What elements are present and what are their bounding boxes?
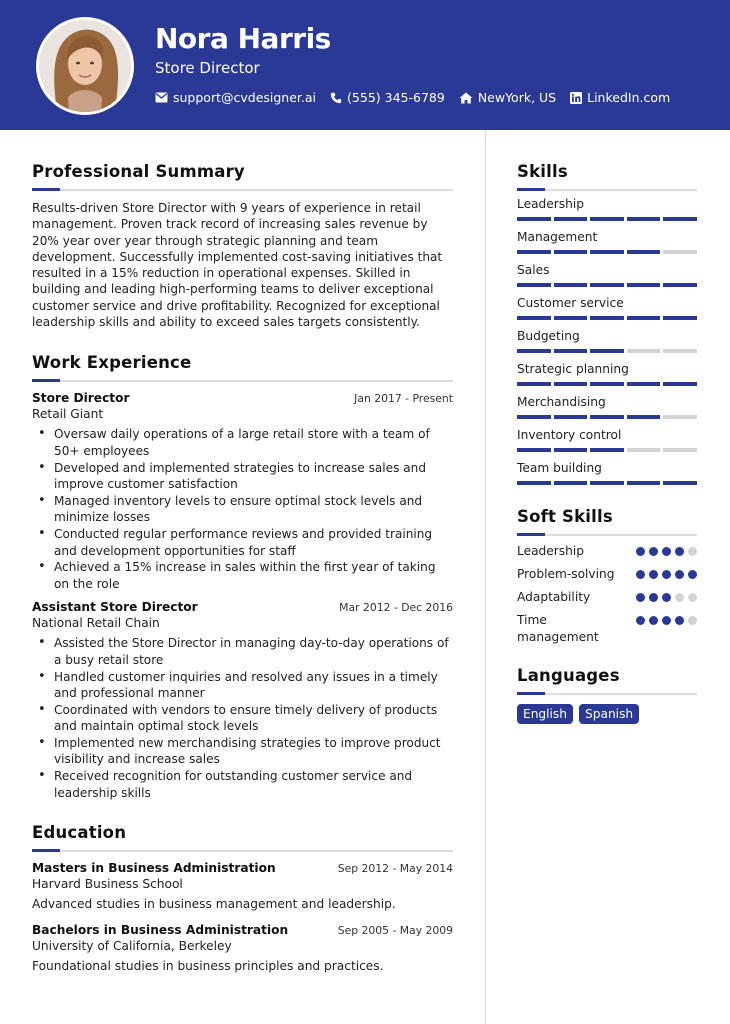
skill-level-bar — [517, 217, 697, 221]
skill-level-segment — [627, 250, 661, 254]
rating-dot — [649, 570, 658, 579]
skill-label: Management — [517, 230, 598, 244]
skill-level-segment — [554, 283, 588, 287]
rating-dot — [662, 593, 671, 602]
skill-item — [517, 230, 697, 254]
skill-level-segment — [517, 283, 551, 287]
rating-dot — [675, 593, 684, 602]
skill-item — [517, 263, 697, 287]
section-rule — [32, 189, 453, 191]
soft-skill-label: Problem-solving — [517, 567, 615, 581]
rating-dot — [675, 570, 684, 579]
skill-level-segment — [590, 415, 624, 419]
skill-level-segment — [554, 481, 588, 485]
degree-title: Masters in Business Administration — [32, 861, 276, 876]
skill-level-segment — [517, 415, 551, 419]
job-date: Jan 2017 - Present — [354, 392, 453, 406]
section-rule — [32, 380, 453, 382]
bullet-item: • Achieved a 15% increase in sales within the first year of taking on the role — [38, 559, 453, 592]
rating-dot — [636, 547, 645, 556]
skill-level-segment — [590, 481, 624, 485]
skill-level-segment — [554, 415, 588, 419]
skill-level-segment — [554, 349, 588, 353]
bullet-item: • Conducted regular performance reviews and provided training and development opportunities for staff — [38, 526, 453, 559]
skill-level-segment — [590, 217, 624, 221]
skill-level-segment — [517, 250, 551, 254]
languages-list — [517, 704, 697, 724]
skill-label: Merchandising — [517, 395, 606, 409]
skill-label: Budgeting — [517, 329, 580, 343]
education-description: Advanced studies in business management and leadership. — [32, 897, 396, 912]
education-entry — [32, 923, 453, 973]
skill-label: Sales — [517, 263, 550, 277]
skill-item — [517, 329, 697, 353]
skill-label: Strategic planning — [517, 362, 629, 376]
degree-title: Bachelors in Business Administration — [32, 923, 289, 938]
skill-level-segment — [590, 349, 624, 353]
section-title-skills: Skills — [517, 162, 568, 181]
skill-level-segment — [627, 349, 661, 353]
job-bullets — [38, 635, 453, 801]
soft-skill-rating — [636, 570, 697, 579]
skill-level-segment — [627, 283, 661, 287]
skill-level-segment — [663, 481, 697, 485]
soft-skill-label: Time management — [517, 613, 599, 644]
contact-linkedin[interactable] — [570, 90, 670, 105]
skill-level-segment — [590, 382, 624, 386]
skill-level-segment — [517, 349, 551, 353]
education-date: Sep 2012 - May 2014 — [337, 862, 453, 876]
home-icon — [459, 92, 473, 104]
job-entry — [32, 600, 453, 801]
rating-dot — [675, 547, 684, 556]
rating-dot — [636, 616, 645, 625]
bullet-item: • Implemented new merchandising strategies to improve product visibility and increase sales — [38, 735, 453, 768]
languages-section — [517, 666, 697, 724]
linkedin-icon — [570, 92, 582, 104]
rating-dot — [649, 593, 658, 602]
school-name: University of California, Berkeley — [32, 939, 232, 954]
job-title: Assistant Store Director — [32, 600, 198, 615]
skill-level-segment — [627, 448, 661, 452]
bullet-item: • Developed and implemented strategies to increase sales and improve customer satisfaction — [38, 460, 453, 493]
phone-icon — [330, 92, 342, 104]
language-tag: English — [517, 704, 573, 724]
summary-text: Results-driven Store Director with 9 years of experience in retail management. Proven track record of increasing sales revenue by 20% year over year through strategic planning and team development. Successfully implemented cost-saving initiatives that resulted in a 15% reduction in operational expenses. Skilled in building and leading high-performing teams to deliver exceptional customer service and drive profitability. Recognized for exceptional leadership skills and ability to exceed sales targets consistently. — [32, 201, 443, 330]
section-title-languages: Languages — [517, 666, 620, 685]
phone-text: (555) 345-6789 — [347, 90, 445, 105]
contact-email[interactable] — [155, 90, 316, 105]
skill-level-segment — [663, 448, 697, 452]
section-title-soft-skills: Soft Skills — [517, 507, 613, 526]
rating-dot — [649, 547, 658, 556]
sidebar-column — [517, 162, 697, 724]
skill-level-segment — [663, 415, 697, 419]
education-date: Sep 2005 - May 2009 — [337, 924, 453, 938]
skill-level-segment — [554, 217, 588, 221]
job-bullets — [38, 426, 453, 592]
bullet-item: • Handled customer inquiries and resolved any issues in a timely and professional manner — [38, 669, 453, 702]
skills-list — [517, 197, 697, 485]
bullet-item: • Assisted the Store Director in managing day-to-day operations of a busy retail store — [38, 635, 453, 668]
skill-level-segment — [627, 217, 661, 221]
rating-dot — [675, 616, 684, 625]
summary-section — [32, 162, 453, 330]
job-company: Retail Giant — [32, 407, 104, 422]
rating-dot — [636, 570, 645, 579]
skill-level-segment — [627, 481, 661, 485]
soft-skill-label: Adaptability — [517, 590, 591, 604]
bullet-item: • Oversaw daily operations of a large retail store with a team of 50+ employees — [38, 426, 453, 459]
bullet-item: • Received recognition for outstanding customer service and leadership skills — [38, 768, 453, 801]
skill-label: Inventory control — [517, 428, 622, 442]
school-name: Harvard Business School — [32, 877, 183, 892]
education-entry — [32, 861, 453, 911]
skill-item — [517, 428, 697, 452]
skill-level-segment — [554, 316, 588, 320]
rating-dot — [662, 570, 671, 579]
rating-dot — [649, 616, 658, 625]
skill-item — [517, 461, 697, 485]
skill-level-bar — [517, 349, 697, 353]
location-text: NewYork, US — [477, 90, 557, 105]
experience-section — [32, 353, 453, 801]
skill-level-segment — [517, 217, 551, 221]
soft-skills-list — [517, 543, 697, 646]
soft-skills-section — [517, 507, 697, 646]
skill-item — [517, 197, 697, 221]
skill-level-bar — [517, 316, 697, 320]
rating-dot — [688, 616, 697, 625]
contact-location — [459, 90, 556, 105]
skill-level-segment — [517, 481, 551, 485]
skill-level-segment — [663, 250, 697, 254]
job-title: Store Director — [32, 391, 130, 406]
education-section — [32, 823, 453, 973]
skill-label: Customer service — [517, 296, 624, 310]
soft-skill-rating — [636, 547, 697, 556]
job-company: National Retail Chain — [32, 616, 160, 631]
section-rule — [517, 534, 697, 536]
education-description: Foundational studies in business principles and practices. — [32, 959, 384, 974]
skill-level-segment — [627, 382, 661, 386]
candidate-name: Nora Harris — [155, 22, 331, 55]
soft-skill-rating — [636, 593, 697, 602]
skill-level-segment — [663, 217, 697, 221]
soft-skill-item — [517, 589, 697, 606]
skill-level-segment — [590, 283, 624, 287]
skill-label: Team building — [517, 461, 602, 475]
skill-level-bar — [517, 382, 697, 386]
section-rule — [517, 189, 697, 191]
skill-level-segment — [627, 415, 661, 419]
section-rule — [32, 850, 453, 852]
skill-level-segment — [663, 316, 697, 320]
candidate-title: Store Director — [155, 59, 260, 77]
job-date: Mar 2012 - Dec 2016 — [339, 601, 453, 615]
skills-section — [517, 162, 697, 485]
column-divider — [485, 130, 486, 1024]
profile-photo — [36, 17, 134, 115]
rating-dot — [688, 547, 697, 556]
section-rule — [517, 693, 697, 695]
rating-dot — [688, 570, 697, 579]
email-text: support@cvdesigner.ai — [173, 90, 317, 105]
skill-level-bar — [517, 481, 697, 485]
skill-level-segment — [663, 349, 697, 353]
job-entry — [32, 391, 453, 592]
skill-level-segment — [517, 448, 551, 452]
skill-level-bar — [517, 250, 697, 254]
soft-skill-item — [517, 543, 697, 560]
skill-level-bar — [517, 448, 697, 452]
rating-dot — [636, 593, 645, 602]
bullet-item: • Managed inventory levels to ensure optimal stock levels and minimize losses — [38, 493, 453, 526]
skill-level-segment — [590, 250, 624, 254]
bullet-item: • Coordinated with vendors to ensure timely delivery of products and maintain optimal stock levels — [38, 702, 453, 735]
skill-level-segment — [517, 382, 551, 386]
skill-level-bar — [517, 415, 697, 419]
skill-level-segment — [554, 250, 588, 254]
skill-level-segment — [554, 382, 588, 386]
linkedin-text: LinkedIn.com — [587, 90, 671, 105]
skill-level-segment — [627, 316, 661, 320]
skill-level-segment — [663, 382, 697, 386]
rating-dot — [662, 547, 671, 556]
skill-item — [517, 395, 697, 419]
rating-dot — [662, 616, 671, 625]
contact-list — [155, 90, 670, 105]
skill-level-segment — [590, 316, 624, 320]
skill-level-segment — [517, 316, 551, 320]
skill-level-segment — [663, 283, 697, 287]
soft-skill-item — [517, 612, 697, 646]
soft-skill-rating — [636, 616, 697, 625]
section-title-education: Education — [32, 823, 127, 843]
contact-phone[interactable] — [330, 90, 445, 105]
skill-label: Leadership — [517, 197, 584, 211]
soft-skill-item — [517, 566, 697, 583]
section-title-summary: Professional Summary — [32, 162, 245, 181]
rating-dot — [688, 593, 697, 602]
skill-level-segment — [554, 448, 588, 452]
envelope-icon — [155, 92, 168, 103]
skill-level-bar — [517, 283, 697, 287]
skill-level-segment — [590, 448, 624, 452]
main-column — [32, 162, 453, 981]
skill-item — [517, 362, 697, 386]
language-tag: Spanish — [579, 704, 639, 724]
header-banner — [0, 0, 730, 130]
soft-skill-label: Leadership — [517, 544, 584, 558]
portrait-image — [39, 20, 131, 112]
skill-item — [517, 296, 697, 320]
section-title-experience: Work Experience — [32, 353, 192, 373]
